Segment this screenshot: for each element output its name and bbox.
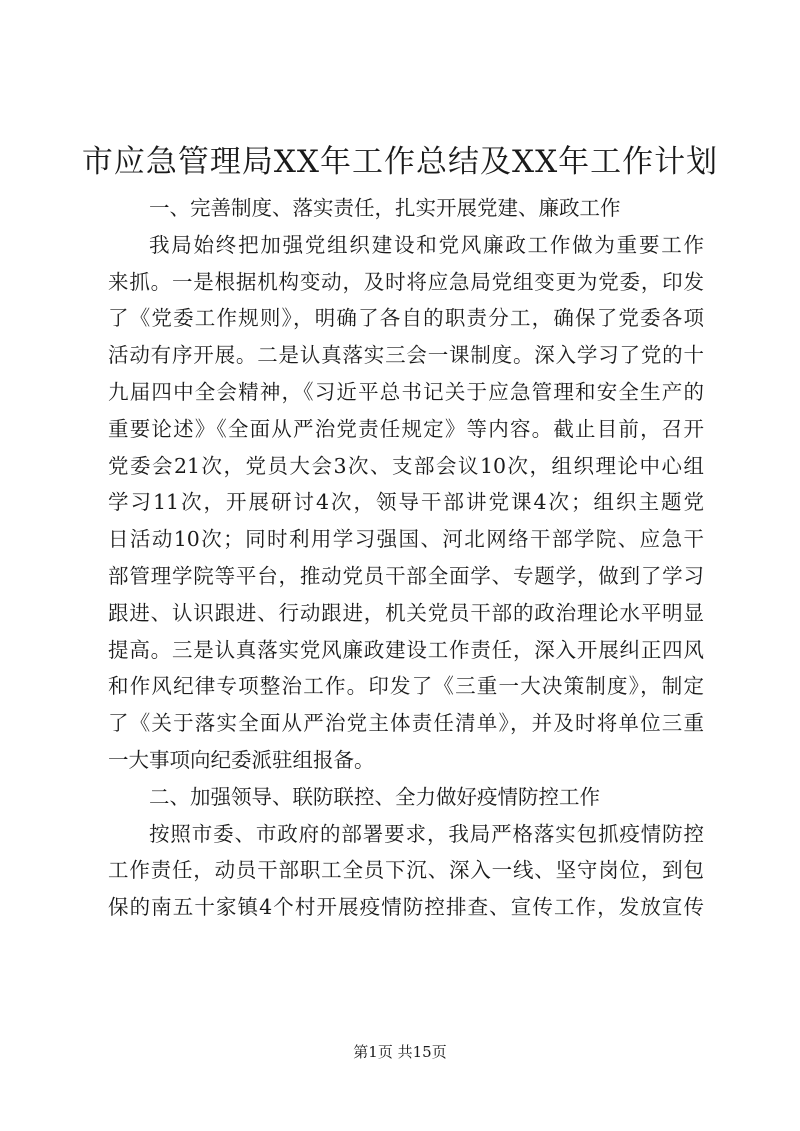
document-title: 市应急管理局XX年工作总结及XX年工作计划 [81, 144, 719, 180]
paragraph-line: 日活动10次；同时利用学习强国、河北网络干部学院、应急干 [108, 527, 704, 552]
paragraph-line: 学习11次，开展研讨4次，领导干部讲党课4次；组织主题党 [108, 490, 704, 515]
section-heading-2: 二、加强领导、联防联控、全力做好疫情防控工作 [149, 784, 600, 809]
paragraph-line: 跟进、认识跟进、行动跟进，机关党员干部的政治理论水平明显 [108, 600, 704, 625]
paragraph-line: 部管理学院等平台，推动党员干部全面学、专题学，做到了学习 [108, 563, 704, 588]
paragraph-line: 提高。三是认真落实党风廉政建设工作责任，深入开展纠正四风 [108, 637, 704, 662]
paragraph-line: 我局始终把加强党组织建设和党风廉政工作做为重要工作 [149, 232, 704, 257]
page-number-footer: 第1页 共15页 [353, 1043, 447, 1061]
paragraph-line: 九届四中全会精神，《习近平总书记关于应急管理和安全生产的 [108, 379, 704, 404]
paragraph-line: 了《党委工作规则》，明确了各自的职责分工，确保了党委各项 [108, 306, 704, 331]
paragraph-line: 了《关于落实全面从严治党主体责任清单》，并及时将单位三重 [108, 711, 704, 736]
document-body [108, 190, 704, 926]
section-heading-1: 一、完善制度、落实责任，扎实开展党建、廉政工作 [149, 196, 621, 220]
paragraph-line: 来抓。一是根据机构变动，及时将应急局党组变更为党委，印发 [108, 269, 704, 294]
paragraph-line: 重要论述》《全面从严治党责任规定》等内容。截止目前，召开 [108, 416, 704, 441]
paragraph-line: 活动有序开展。二是认真落实三会一课制度。深入学习了党的十 [108, 343, 704, 368]
paragraph-line: 和作风纪律专项整治工作。印发了《三重一大决策制度》，制定 [108, 674, 704, 699]
paragraph-line: 党委会21次，党员大会3次、支部会议10次，组织理论中心组 [108, 453, 704, 478]
paragraph-line: 按照市委、市政府的部署要求，我局严格落实包抓疫情防控 [149, 821, 704, 846]
paragraph-line: 工作责任，动员干部职工全员下沉、深入一线、坚守岗位，到包 [108, 858, 704, 883]
paragraph-line: 一大事项向纪委派驻组报备。 [108, 747, 375, 772]
paragraph-line: 保的南五十家镇4个村开展疫情防控排查、宣传工作，发放宣传 [108, 895, 704, 920]
